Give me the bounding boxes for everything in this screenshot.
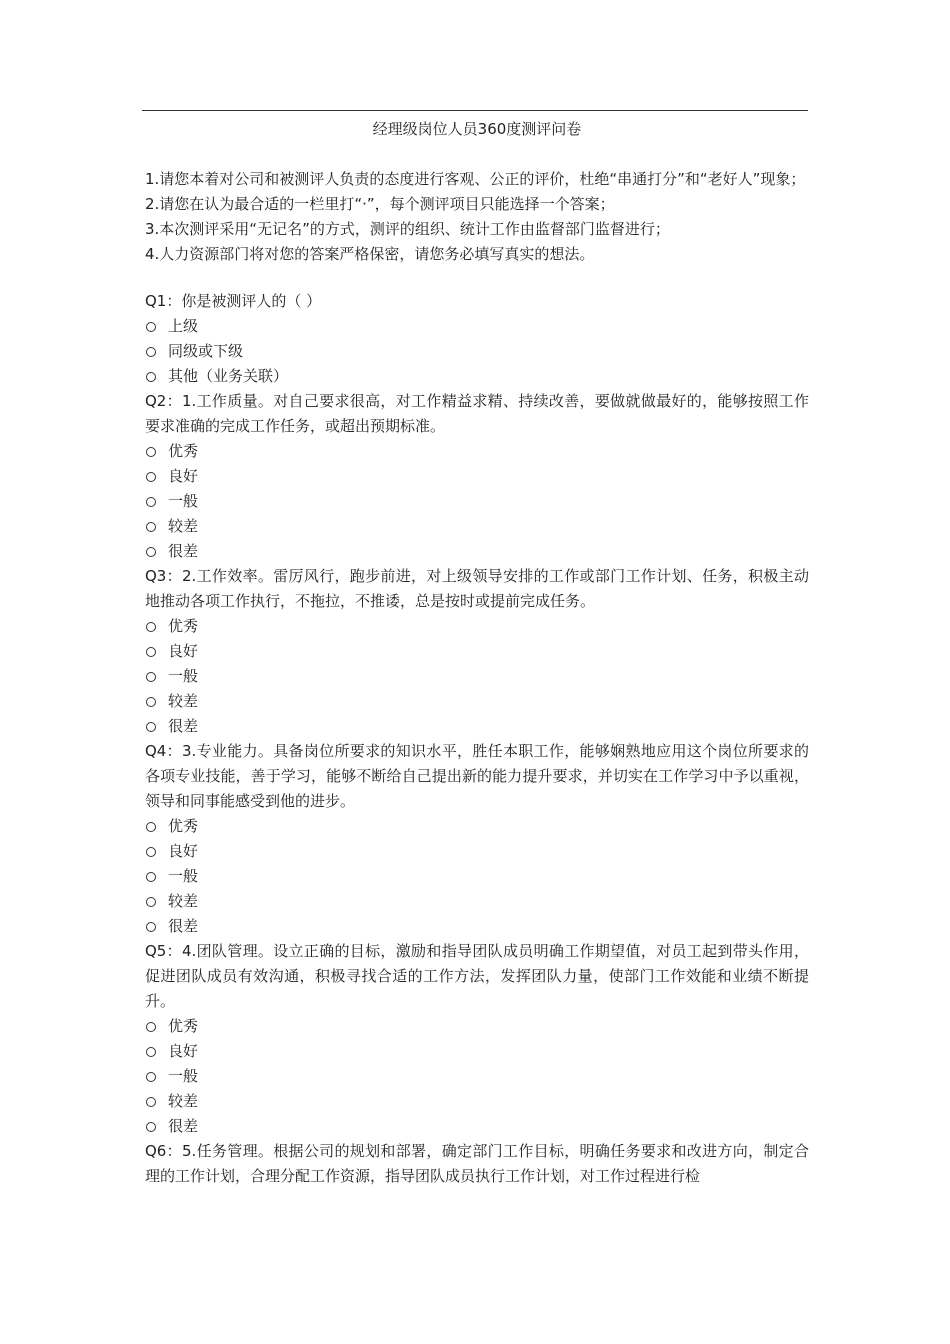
radio-button[interactable] — [146, 897, 156, 907]
question-5 — [145, 939, 809, 1139]
radio-button[interactable] — [146, 622, 156, 632]
radio-button[interactable] — [146, 447, 156, 457]
option-label: 很差 — [168, 542, 199, 560]
option-label: 良好 — [168, 467, 199, 485]
option-good[interactable] — [145, 839, 809, 864]
option-excellent[interactable] — [145, 1014, 809, 1039]
option-excellent[interactable] — [145, 614, 809, 639]
radio-button[interactable] — [146, 647, 156, 657]
option-label: 优秀 — [168, 617, 199, 635]
option-poor[interactable] — [145, 689, 809, 714]
document-title: 经理级岗位人员360度测评问卷 — [372, 120, 582, 138]
option-label: 一般 — [168, 1067, 199, 1085]
question-2 — [145, 389, 809, 564]
radio-button[interactable] — [146, 722, 156, 732]
option-average[interactable] — [145, 864, 809, 889]
option-label: 优秀 — [168, 817, 199, 835]
option-label: 良好 — [168, 1042, 199, 1060]
instructions — [145, 167, 809, 267]
radio-button[interactable] — [146, 822, 156, 832]
option-superior[interactable] — [145, 314, 809, 339]
question-text: Q6：5.任务管理。根据公司的规划和部署，确定部门工作目标，明确任务要求和改进方向，制定合理的工作计划，合理分配工作资源，指导团队成员执行工作计划，对工作过程进行检 — [145, 1142, 809, 1185]
option-poor[interactable] — [145, 1089, 809, 1114]
radio-button[interactable] — [146, 547, 156, 557]
radio-button[interactable] — [146, 672, 156, 682]
question-text: Q2：1.工作质量。对自己要求很高，对工作精益求精、持续改善，要做就做最好的，能够按照工作要求准确的完成工作任务，或超出预期标准。 — [145, 392, 809, 435]
radio-button[interactable] — [146, 522, 156, 532]
question-3 — [145, 564, 809, 739]
header-rule — [142, 110, 808, 111]
option-label: 很差 — [168, 1117, 199, 1135]
radio-button[interactable] — [146, 1072, 156, 1082]
radio-button[interactable] — [146, 1047, 156, 1057]
question-4 — [145, 739, 809, 939]
option-very-poor[interactable] — [145, 539, 809, 564]
option-very-poor[interactable] — [145, 914, 809, 939]
option-label: 其他（业务关联） — [168, 367, 289, 385]
option-label: 同级或下级 — [168, 342, 244, 360]
radio-button[interactable] — [146, 847, 156, 857]
option-label: 一般 — [168, 492, 199, 510]
question-text: Q1：你是被测评人的（ ） — [145, 292, 322, 310]
question-text: Q5：4.团队管理。设立正确的目标，激励和指导团队成员明确工作期望值，对员工起到带头作用，促进团队成员有效沟通，积极寻找合适的工作方法，发挥团队力量，使部门工作效能和业绩不断提升。 — [145, 942, 809, 1010]
option-label: 上级 — [168, 317, 199, 335]
radio-button[interactable] — [146, 497, 156, 507]
radio-button[interactable] — [146, 922, 156, 932]
radio-button[interactable] — [146, 322, 156, 332]
radio-button[interactable] — [146, 372, 156, 382]
option-average[interactable] — [145, 489, 809, 514]
option-label: 一般 — [168, 867, 199, 885]
option-label: 较差 — [168, 517, 199, 535]
option-label: 较差 — [168, 692, 199, 710]
question-1 — [145, 289, 809, 389]
option-poor[interactable] — [145, 514, 809, 539]
option-average[interactable] — [145, 664, 809, 689]
option-good[interactable] — [145, 464, 809, 489]
instruction-item: 3.本次测评采用“无记名”的方式，测评的组织、统计工作由监督部门监督进行； — [145, 220, 670, 238]
option-label: 较差 — [168, 892, 199, 910]
option-label: 较差 — [168, 1092, 199, 1110]
option-excellent[interactable] — [145, 439, 809, 464]
instruction-item: 4.人力资源部门将对您的答案严格保密，请您务必填写真实的想法。 — [145, 245, 595, 263]
question-text: Q4：3.专业能力。具备岗位所要求的知识水平，胜任本职工作，能够娴熟地应用这个岗位所要求的各项专业技能，善于学习，能够不断给自己提出新的能力提升要求，并切实在工作学习中予以重视，领导和同事能感受到他的进步。 — [145, 742, 809, 810]
option-average[interactable] — [145, 1064, 809, 1089]
option-label: 一般 — [168, 667, 199, 685]
questionnaire-content — [145, 117, 809, 1189]
option-label: 很差 — [168, 717, 199, 735]
radio-button[interactable] — [146, 872, 156, 882]
option-good[interactable] — [145, 1039, 809, 1064]
radio-button[interactable] — [146, 697, 156, 707]
option-good[interactable] — [145, 639, 809, 664]
option-poor[interactable] — [145, 889, 809, 914]
question-6 — [145, 1139, 809, 1189]
option-very-poor[interactable] — [145, 714, 809, 739]
option-label: 良好 — [168, 642, 199, 660]
radio-button[interactable] — [146, 347, 156, 357]
instruction-item: 2.请您在认为最合适的一栏里打“·”，每个测评项目只能选择一个答案； — [145, 195, 615, 213]
option-very-poor[interactable] — [145, 1114, 809, 1139]
option-peer-or-subordinate[interactable] — [145, 339, 809, 364]
option-excellent[interactable] — [145, 814, 809, 839]
question-text: Q3：2.工作效率。雷厉风行，跑步前进，对上级领导安排的工作或部门工作计划、任务，积极主动地推动各项工作执行，不拖拉，不推诿，总是按时或提前完成任务。 — [145, 567, 809, 610]
option-other[interactable] — [145, 364, 809, 389]
radio-button[interactable] — [146, 1122, 156, 1132]
option-label: 优秀 — [168, 1017, 199, 1035]
radio-button[interactable] — [146, 1022, 156, 1032]
instruction-item: 1.请您本着对公司和被测评人负责的态度进行客观、公正的评价，杜绝“串通打分”和“老好人”现象； — [145, 170, 806, 188]
option-label: 优秀 — [168, 442, 199, 460]
radio-button[interactable] — [146, 1097, 156, 1107]
radio-button[interactable] — [146, 472, 156, 482]
option-label: 良好 — [168, 842, 199, 860]
option-label: 很差 — [168, 917, 199, 935]
